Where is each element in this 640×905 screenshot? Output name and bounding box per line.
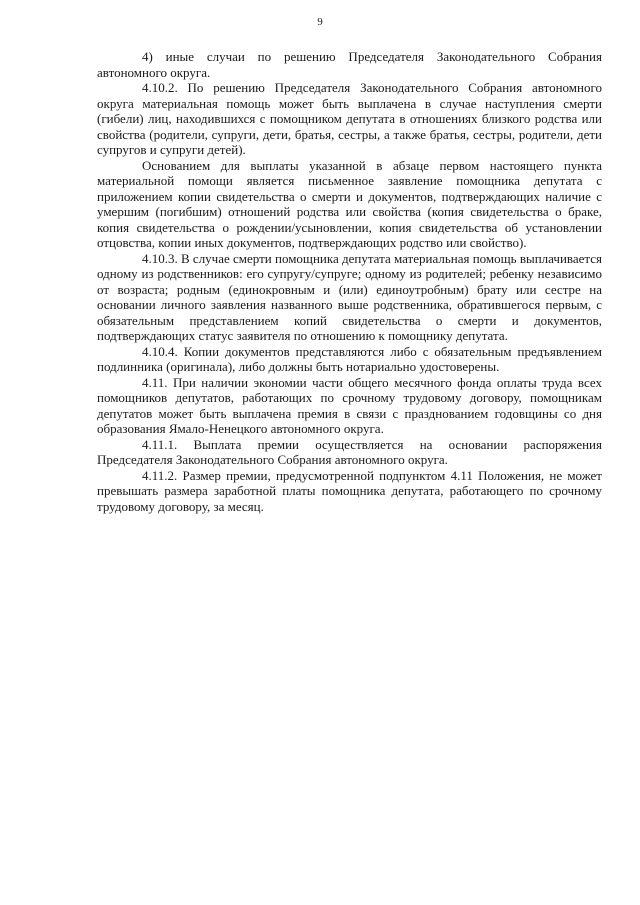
paragraph-4-11: 4.11. При наличии экономии части общего месячного фонда оплаты труда всех помощников депутатов, работающих по срочному трудовому договору, помощникам депутатов может быть выплачена премия в связи с празднованием годовщины со дня образования Ямало-Ненецкого автономного округа.	[97, 374, 602, 436]
paragraph-4-10-3: 4.10.3. В случае смерти помощника депутата материальная помощь выплачивается одному из родственников: его супругу/супруге; одному из родителей; ребенку независимо от возраста; родным (единокровным и (или) единоутробным) брату или сестре на основании личного заявления названного выше родственника, обратившегося первым, с обязательным представлением копий свидетельства о смерти и документов, подтверждающих статус заявителя по отношению к помощнику депутата.	[97, 250, 602, 343]
paragraph-payment-basis: Основанием для выплаты указанной в абзаце первом настоящего пункта материальной помощи является письменное заявление помощника депутата с приложением копии свидетельства о смерти и документов, подтверждающих наличие с умершим (погибшим) отношений родства или свойства (копия свидетельства о браке, копия свидетельства о рождении/усыновлении, копия свидетельства об установлении отцовства, копии иных документов, подтверждающих родство или свойство).	[97, 157, 602, 250]
page-number: 9	[317, 16, 323, 28]
paragraph-4-11-2: 4.11.2. Размер премии, предусмотренной подпунктом 4.11 Положения, не может превышать размера заработной платы помощника депутата, работающего по срочному трудовому договору, за месяц.	[97, 467, 602, 514]
paragraph-4-10-4: 4.10.4. Копии документов представляются либо с обязательным предъявлением подлинника (оригинала), либо должны быть нотариально удостоверены.	[97, 343, 602, 374]
paragraph-4-10-2: 4.10.2. По решению Председателя Законодательного Собрания автономного округа материальная помощь может быть выплачена в случае наступления смерти (гибели) лиц, находившихся с помощником депутата в отношениях близкого родства или свойства (родители, супруги, дети, братья, сестры, а также братья, сестры, родители, дети супругов и супруги детей).	[97, 80, 602, 157]
paragraph-item-4: 4) иные случаи по решению Председателя Законодательного Собрания автономного округа.	[97, 49, 602, 80]
paragraph-4-11-1: 4.11.1. Выплата премии осуществляется на основании распоряжения Председателя Законодательного Собрания автономного округа.	[97, 436, 602, 467]
document-body	[97, 49, 602, 514]
